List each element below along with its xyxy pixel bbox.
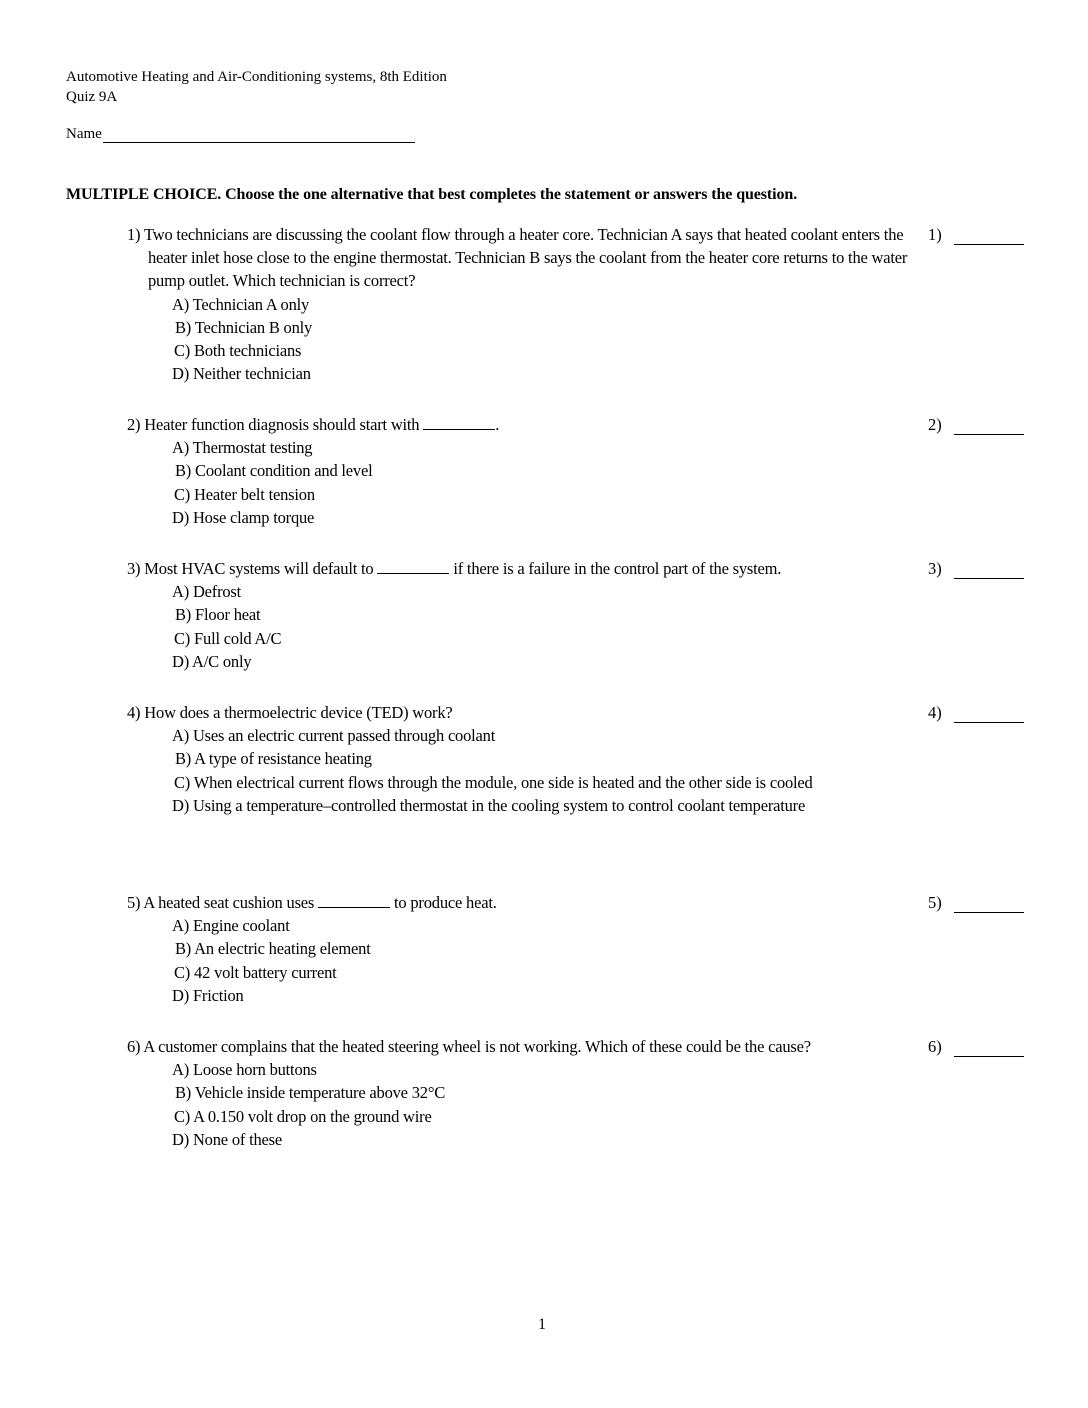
option-a: A) Technician A only xyxy=(172,294,310,314)
option-list xyxy=(172,1058,917,1151)
option-list xyxy=(172,724,917,817)
answer-slot-2 xyxy=(928,415,1024,435)
question-stem xyxy=(127,223,917,293)
question-number: 3) xyxy=(127,559,141,578)
option-d: D) None of these xyxy=(172,1129,282,1149)
question-text: Most HVAC systems will default to xyxy=(144,559,374,578)
answer-blank[interactable] xyxy=(954,564,1024,579)
fill-in-blank xyxy=(377,559,449,574)
option-a: A) Uses an electric current passed through coolant xyxy=(172,726,496,746)
option-b: B) Technician B only xyxy=(175,317,313,337)
fill-in-blank xyxy=(318,893,390,908)
option-b: B) Vehicle inside temperature above 32°C xyxy=(175,1083,446,1103)
option-c: C) 42 volt battery current xyxy=(174,962,337,982)
question-number: 2) xyxy=(127,415,141,434)
document-header xyxy=(66,67,447,107)
question-stem xyxy=(127,1035,917,1058)
answer-number: 4) xyxy=(928,703,942,722)
option-list xyxy=(172,914,917,1007)
name-label: Name xyxy=(66,126,102,142)
name-blank-line xyxy=(103,126,415,143)
option-c: C) A 0.150 volt drop on the ground wire xyxy=(174,1106,432,1126)
option-a: A) Thermostat testing xyxy=(172,438,313,458)
option-b: B) Floor heat xyxy=(175,605,261,625)
question-text: Two technicians are discussing the coolant flow through a heater core. Technician A says that heated coolant enters the heater inlet hose close to the engine thermostat. Technician B says the coolant from the heater core returns to the water pump outlet. Which technician is correct? xyxy=(144,225,908,291)
answer-blank[interactable] xyxy=(954,420,1024,435)
option-d: D) Using a temperature–controlled thermostat in the cooling system to control coolant temperature xyxy=(172,795,806,815)
option-c: C) Heater belt tension xyxy=(174,484,315,504)
question-1 xyxy=(127,223,917,385)
question-text: How does a thermoelectric device (TED) work? xyxy=(144,703,453,722)
answer-number: 1) xyxy=(928,225,942,244)
fill-in-blank xyxy=(423,415,495,430)
question-text: A heated seat cushion uses xyxy=(143,893,315,912)
question-6 xyxy=(127,1035,917,1151)
question-3 xyxy=(127,557,917,673)
answer-number: 3) xyxy=(928,559,942,578)
section-instructions: MULTIPLE CHOICE. Choose the one alternative that best completes the statement or answers the question. xyxy=(66,186,798,203)
option-a: A) Defrost xyxy=(172,582,242,602)
option-c: C) Both technicians xyxy=(174,341,302,361)
question-text: Heater function diagnosis should start with xyxy=(144,415,420,434)
answer-number: 6) xyxy=(928,1037,942,1056)
option-d: D) Hose clamp torque xyxy=(172,507,315,527)
option-d: D) Neither technician xyxy=(172,364,311,384)
question-4 xyxy=(127,701,917,817)
option-b: B) An electric heating element xyxy=(175,939,371,959)
answer-blank[interactable] xyxy=(954,898,1024,913)
answer-slot-5 xyxy=(928,893,1024,913)
question-2 xyxy=(127,413,917,529)
page-number: 1 xyxy=(538,1316,546,1333)
option-list xyxy=(172,580,917,673)
question-stem: 3) Most HVAC systems will default to if there is a failure in the control part of the system. xyxy=(127,559,782,578)
answer-number: 5) xyxy=(928,893,942,912)
option-list xyxy=(172,436,917,529)
answer-slot-4 xyxy=(928,703,1024,723)
option-c: C) Full cold A/C xyxy=(174,628,282,648)
question-number: 6) xyxy=(127,1037,141,1056)
answer-blank[interactable] xyxy=(954,230,1024,245)
answer-blank[interactable] xyxy=(954,1042,1024,1057)
answer-slot-3 xyxy=(928,559,1024,579)
option-c: C) When electrical current flows through the module, one side is heated and the other side is cooled xyxy=(174,772,813,792)
question-number: 5) xyxy=(127,893,141,912)
question-stem: 5) A heated seat cushion uses to produce heat. xyxy=(127,893,497,912)
question-5 xyxy=(127,891,917,1007)
answer-slot-6 xyxy=(928,1037,1024,1057)
answer-blank[interactable] xyxy=(954,708,1024,723)
option-list xyxy=(172,293,917,386)
question-stem: 2) Heater function diagnosis should start with . xyxy=(127,415,500,434)
question-number: 1) xyxy=(127,225,141,244)
quiz-label: Quiz 9A xyxy=(66,89,118,105)
answer-slot-1 xyxy=(928,225,1024,245)
option-d: D) A/C only xyxy=(172,651,252,671)
option-d: D) Friction xyxy=(172,985,244,1005)
question-text: A customer complains that the heated steering wheel is not working. Which of these could be the cause? xyxy=(143,1037,811,1056)
option-b: B) A type of resistance heating xyxy=(175,749,372,769)
option-a: A) Loose horn buttons xyxy=(172,1060,317,1080)
question-stem xyxy=(127,701,917,724)
name-field-row xyxy=(66,126,415,143)
document-title: Automotive Heating and Air-Conditioning systems, 8th Edition xyxy=(66,69,447,85)
option-a: A) Engine coolant xyxy=(172,916,290,936)
answer-number: 2) xyxy=(928,415,942,434)
option-b: B) Coolant condition and level xyxy=(175,461,373,481)
question-number: 4) xyxy=(127,703,141,722)
